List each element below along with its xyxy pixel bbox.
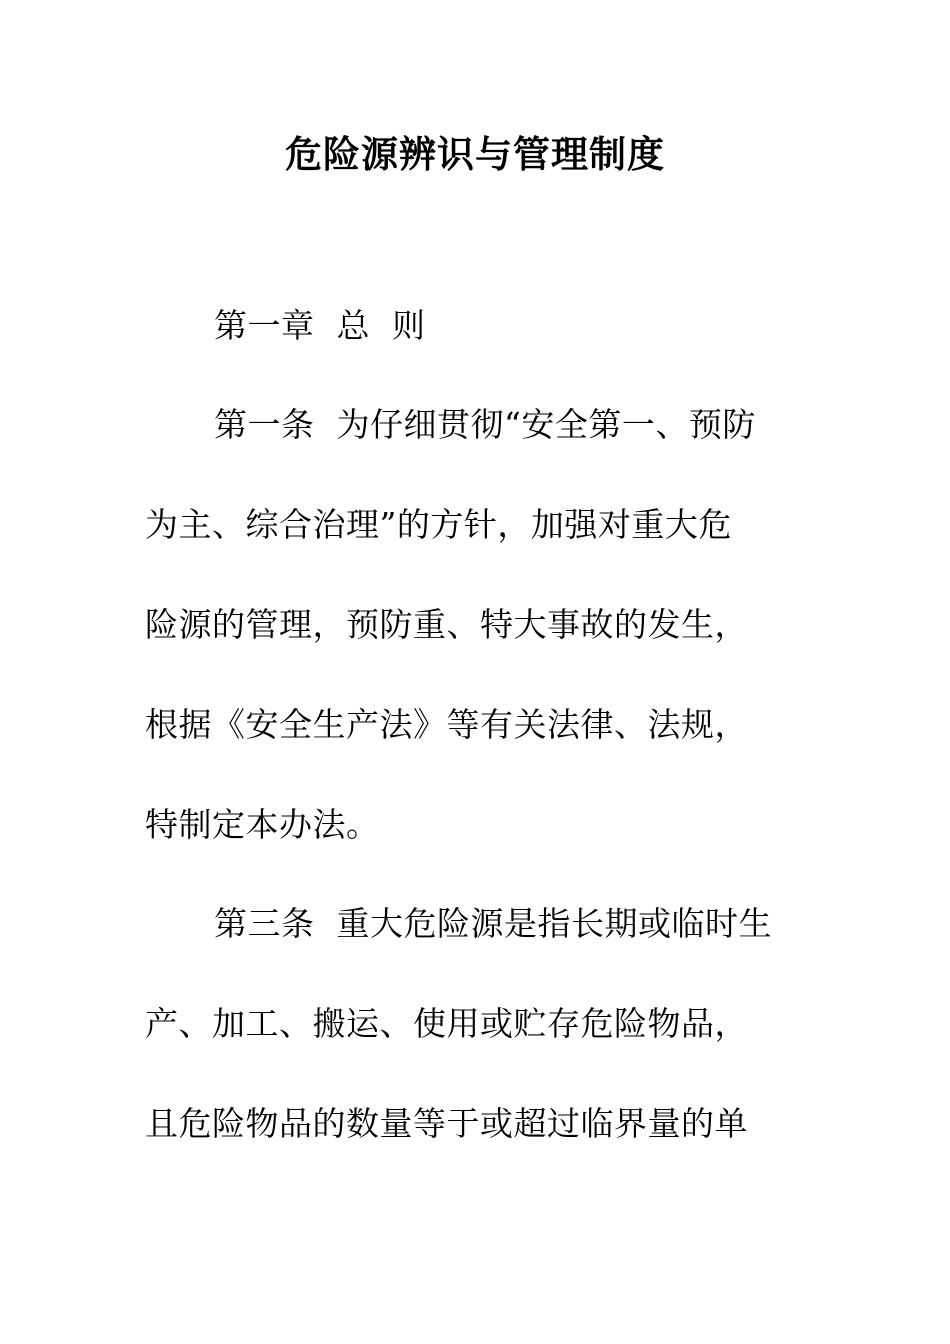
paragraph-line: 第一条 为仔细贯彻“安全第一、预防 <box>214 405 756 444</box>
paragraph-line: 产、加工、搬运、使用或贮存危险物品， <box>145 1004 748 1043</box>
paragraph-line: 为主、综合治理”的方针，加强对重大危 <box>145 505 732 544</box>
document-title: 危险源辨识与管理制度 <box>285 132 665 176</box>
chapter-heading: 第一章 总 则 <box>214 306 426 345</box>
paragraph-line: 根据《安全生产法》等有关法律、法规， <box>145 705 748 744</box>
paragraph-line: 第三条 重大危险源是指长期或临时生 <box>214 904 772 943</box>
paragraph-line: 且危险物品的数量等于或超过临界量的单 <box>145 1104 748 1143</box>
paragraph-line: 特制定本办法。 <box>145 805 380 844</box>
paragraph-line: 险源的管理，预防重、特大事故的发生， <box>145 605 748 644</box>
